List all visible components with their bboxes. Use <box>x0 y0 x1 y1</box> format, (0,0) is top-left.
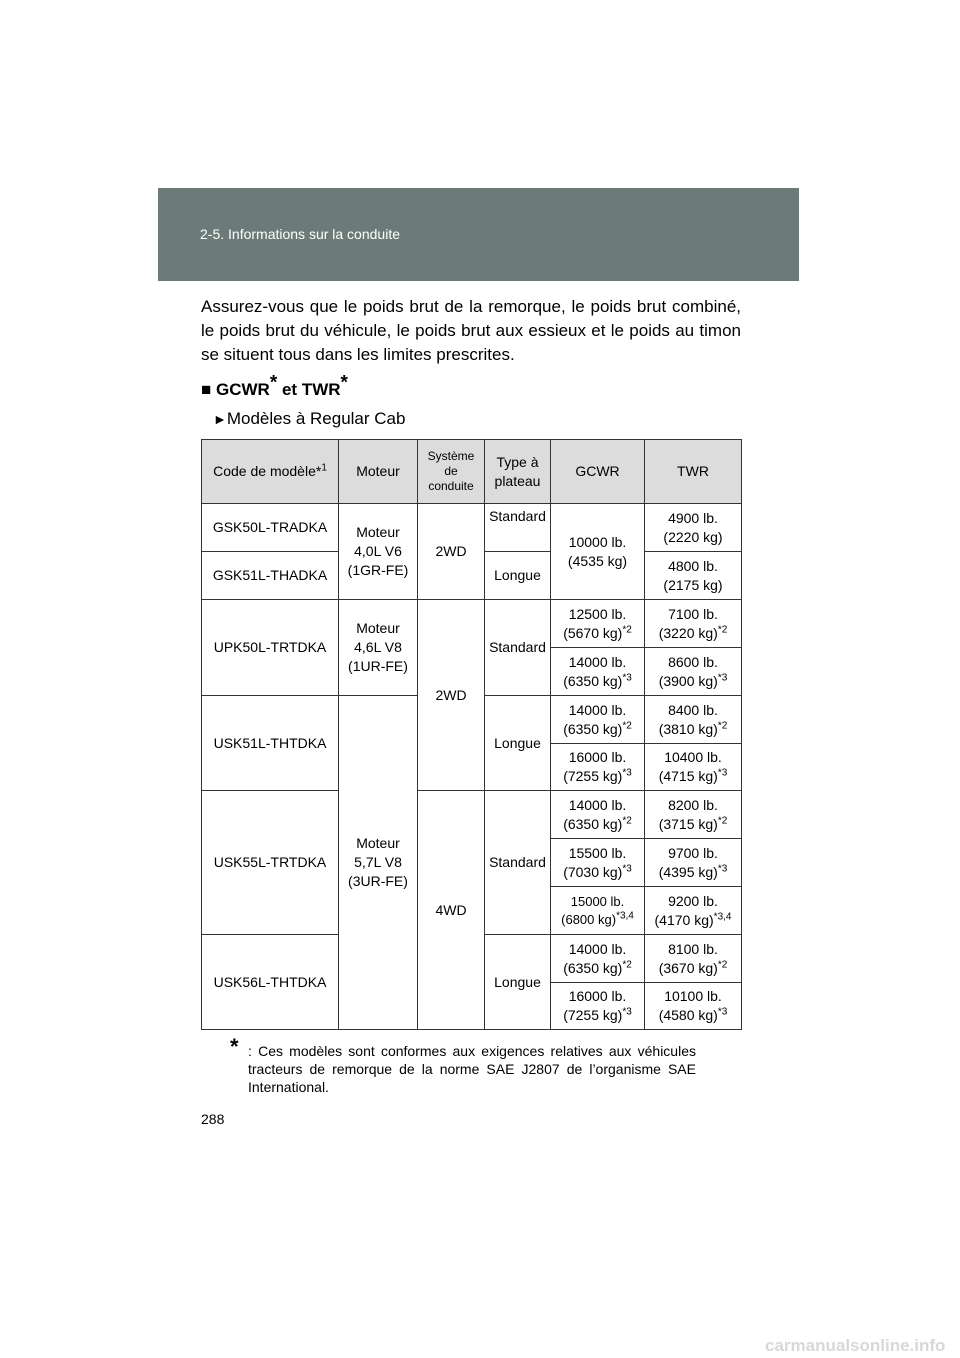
footnote <box>230 1034 696 1096</box>
twr-cell: 10400 lb. (4715 kg)$^{*3}$ <box>645 744 742 791</box>
drive-cell: 2WD <box>418 600 485 791</box>
heading-asterisk: * <box>269 372 278 394</box>
square-bullet-icon: ■ <box>201 380 212 399</box>
header-twr: TWR <box>645 440 742 504</box>
bed-type-cell: Standard <box>485 791 551 935</box>
heading-twr: et TWR <box>277 380 341 399</box>
page-number: 288 <box>201 1111 225 1127</box>
table-row <box>202 600 742 648</box>
subheading <box>213 409 405 429</box>
twr-cell: 8400 lb. (3810 kg)$^{*2}$ <box>645 696 742 744</box>
twr-cell: 7100 lb. (3220 kg)$^{*2}$ <box>645 600 742 648</box>
header-bed-type: Type à plateau <box>485 440 551 504</box>
gcwr-cell: 14000 lb. (6350 kg)$^{*2}$ <box>551 696 645 744</box>
bed-type-cell: Standard <box>485 600 551 696</box>
model-code-cell: GSK50L-TRADKA <box>202 504 339 552</box>
triangle-arrow-icon: ► <box>213 411 227 427</box>
table-row <box>202 791 742 839</box>
drive-cell: 2WD <box>418 504 485 600</box>
heading-gcwr: GCWR <box>216 380 270 399</box>
gcwr-cell: 16000 lb. (7255 kg)$^{*3}$ <box>551 983 645 1030</box>
twr-cell: 9700 lb. (4395 kg)$^{*3}$ <box>645 839 742 887</box>
bed-type-cell: Standard <box>485 504 551 552</box>
gcwr-cell: 15500 lb. (7030 kg)$^{*3}$ <box>551 839 645 887</box>
section-title: 2-5. Informations sur la conduite <box>200 226 400 242</box>
bed-type-cell: Longue <box>485 696 551 791</box>
bed-type-cell: Longue <box>485 935 551 1030</box>
twr-cell: 8600 lb. (3900 kg)$^{*3}$ <box>645 648 742 696</box>
section-heading <box>201 372 348 400</box>
gcwr-cell: 12500 lb. (5670 kg)$^{*2}$ <box>551 600 645 648</box>
twr-cell: 4800 lb. (2175 kg) <box>645 552 742 600</box>
model-code-cell: GSK51L-THADKA <box>202 552 339 600</box>
footnote-text: : Ces modèles sont conformes aux exigences relatives aux véhicules tracteurs de remorque de la norme SAE J2807 de l’organisme SAE International. <box>248 1043 696 1095</box>
gcwr-cell: 14000 lb. (6350 kg)$^{*2}$ <box>551 791 645 839</box>
header-gcwr: GCWR <box>551 440 645 504</box>
header-model-code: Code de modèle*$^1$ <box>202 440 339 504</box>
model-code-cell: UPK50L-TRTDKA <box>202 600 339 696</box>
intro-paragraph: Assurez-vous que le poids brut de la remorque, le poids brut combiné, le poids brut du véhicule, le poids brut aux essieux et le poids au timon se situent tous dans les limites prescrites. <box>201 297 741 364</box>
gcwr-twr-table <box>201 439 742 1030</box>
heading-asterisk: * <box>340 372 348 394</box>
twr-cell: 8100 lb. (3670 kg)$^{*2}$ <box>645 935 742 983</box>
subheading-text: Modèles à Regular Cab <box>226 409 406 428</box>
watermark: carmanualsonline.info <box>765 1336 946 1355</box>
gcwr-cell: 16000 lb. (7255 kg)$^{*3}$ <box>551 744 645 791</box>
bed-type-cell: Longue <box>485 552 551 600</box>
twr-cell: 10100 lb. (4580 kg)$^{*3}$ <box>645 983 742 1030</box>
header-engine: Moteur <box>339 440 418 504</box>
gcwr-cell: 14000 lb. (6350 kg)$^{*2}$ <box>551 935 645 983</box>
gcwr-cell: 14000 lb. (6350 kg)$^{*3}$ <box>551 648 645 696</box>
drive-cell: 4WD <box>418 791 485 1030</box>
gcwr-cell: 15000 lb. (6800 kg)$^{*3,4}$ <box>551 887 645 935</box>
header-drive-system: Système de conduite <box>418 440 485 504</box>
twr-cell: 9200 lb. (4170 kg)$^{*3,4}$ <box>645 887 742 935</box>
model-code-cell: USK56L-THTDKA <box>202 935 339 1030</box>
engine-cell: Moteur 4,0L V6 (1GR-FE) <box>339 504 418 600</box>
twr-cell: 8200 lb. (3715 kg)$^{*2}$ <box>645 791 742 839</box>
table-header-row <box>202 440 742 504</box>
model-code-cell: USK51L-THTDKA <box>202 696 339 791</box>
table-row <box>202 504 742 552</box>
twr-cell: 4900 lb. (2220 kg) <box>645 504 742 552</box>
engine-cell: Moteur 5,7L V8 (3UR-FE) <box>339 696 418 1030</box>
chapter-header-band <box>158 188 799 281</box>
gcwr-cell: 10000 lb. (4535 kg) <box>551 504 645 600</box>
footnote-asterisk: * <box>230 1034 239 1059</box>
model-code-cell: USK55L-TRTDKA <box>202 791 339 935</box>
engine-cell: Moteur 4,6L V8 (1UR-FE) <box>339 600 418 696</box>
